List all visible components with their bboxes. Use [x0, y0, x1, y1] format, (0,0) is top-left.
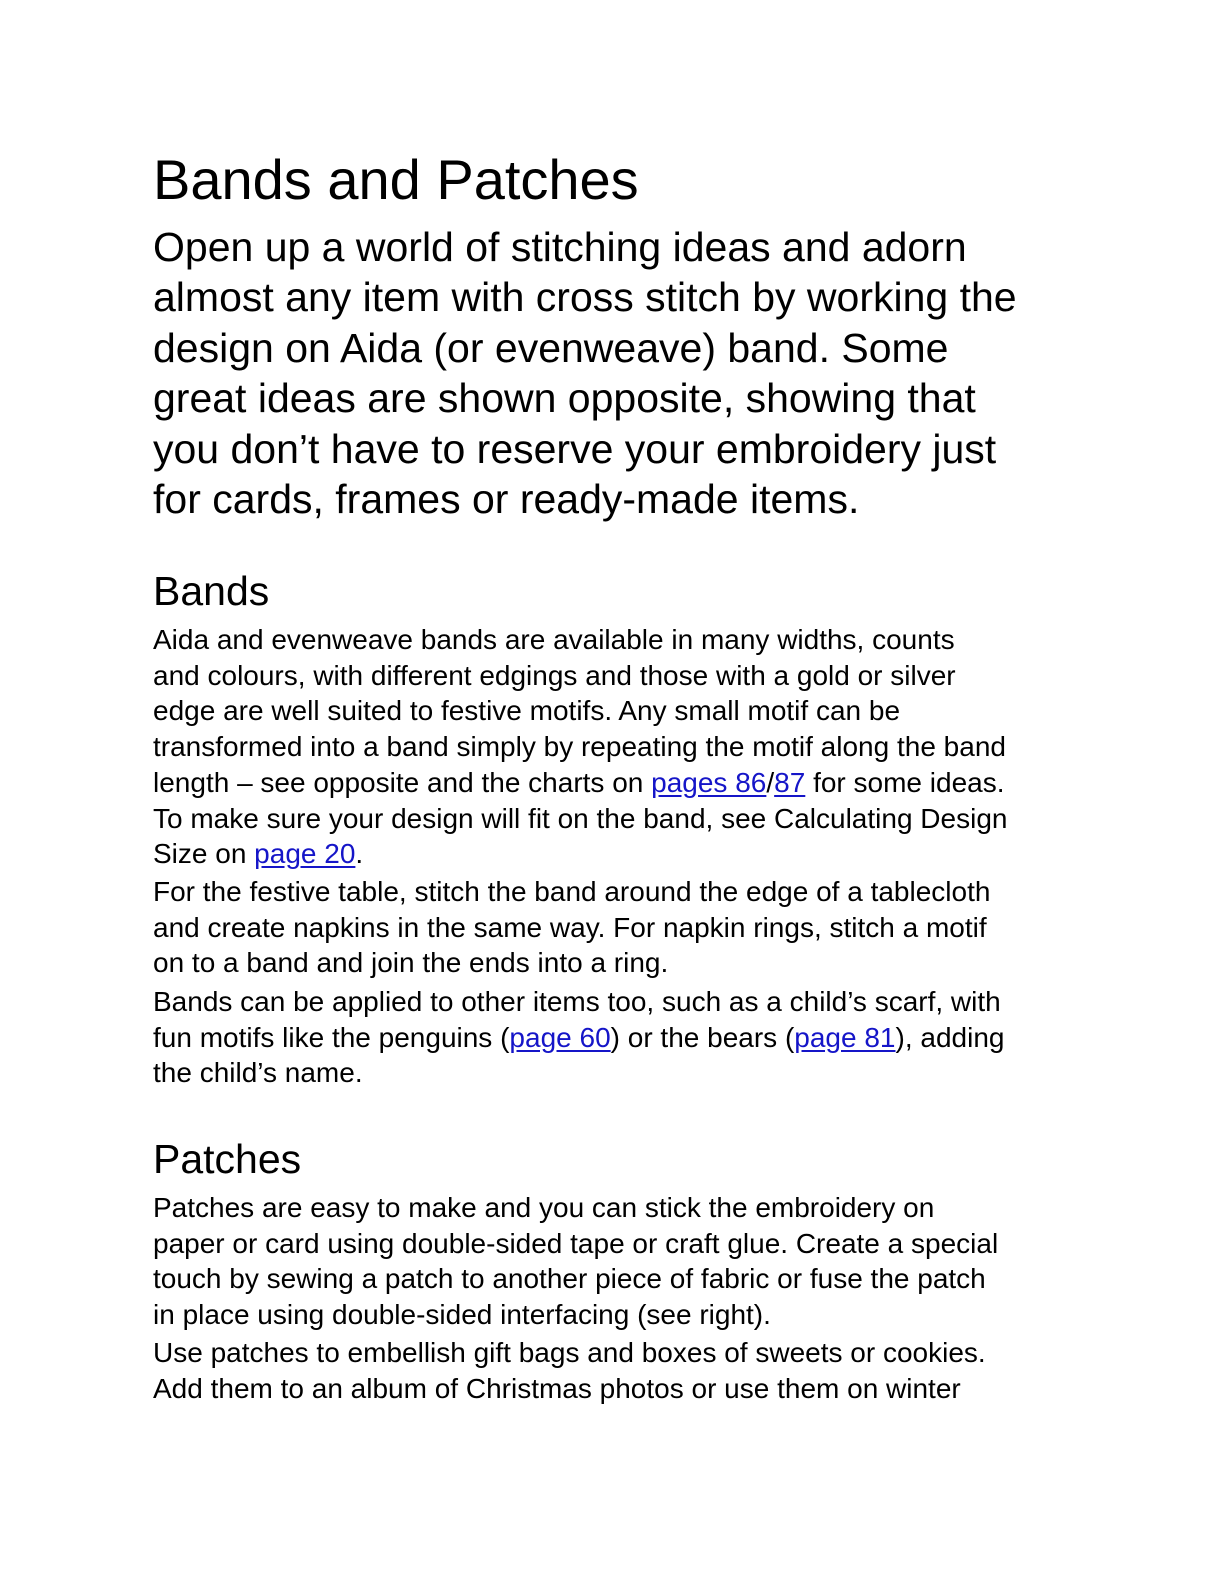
link-page-87[interactable]: 87: [774, 766, 806, 798]
text-run: .: [355, 838, 364, 870]
section-heading-patches: Patches: [153, 1136, 302, 1182]
patches-paragraph-2: [153, 1335, 986, 1406]
text-run: length – see opposite and the charts on: [153, 766, 652, 798]
text-line: touch by sewing a patch to another piece of fabric or fuse the patch: [153, 1263, 986, 1295]
text-line: on to a band and join the ends into a ring.: [153, 947, 669, 979]
patches-paragraph-1: [153, 1190, 998, 1333]
text-line: [153, 765, 1007, 801]
text-line: Add them to an album of Christmas photos or use them on winter: [153, 1372, 961, 1404]
link-pages-86[interactable]: pages 86: [651, 766, 767, 798]
text-line: paper or card using double-sided tape or craft glue. Create a special: [153, 1227, 999, 1259]
text-run: ), adding: [895, 1021, 1005, 1053]
section-heading-bands: Bands: [153, 568, 270, 614]
bands-paragraph-2: [153, 874, 990, 981]
text-line: For the festive table, stitch the band around the edge of a tablecloth: [153, 876, 991, 907]
text-line: [153, 1020, 1004, 1056]
intro-line: design on Aida (or evenweave) band. Some: [153, 324, 949, 371]
text-line: and colours, with different edgings and those with a gold or silver: [153, 659, 956, 691]
text-line: Aida and evenweave bands are available in many widths, counts: [153, 624, 955, 655]
page-title: Bands and Patches: [153, 148, 639, 211]
intro-line: great ideas are shown opposite, showing that: [153, 375, 976, 422]
text-line: in place using double-sided interfacing (see right).: [153, 1299, 771, 1331]
intro-line: for cards, frames or ready-made items.: [153, 476, 860, 523]
text-run: ) or the bears (: [610, 1021, 795, 1053]
text-line: Patches are easy to make and you can stick the embroidery on: [153, 1192, 935, 1223]
text-run: for some ideas.: [805, 766, 1005, 798]
text-line: and create napkins in the same way. For napkin rings, stitch a motif: [153, 911, 987, 943]
link-page-60[interactable]: page 60: [509, 1021, 611, 1053]
text-line: edge are well suited to festive motifs. Any small motif can be: [153, 695, 901, 727]
bands-paragraph-3: [153, 984, 1004, 1091]
intro-line: almost any item with cross stitch by working the: [153, 274, 1017, 321]
text-line: transformed into a band simply by repeating the motif along the band: [153, 731, 1006, 763]
link-page-20[interactable]: page 20: [254, 838, 356, 870]
link-page-81[interactable]: page 81: [794, 1021, 896, 1053]
intro-line: Open up a world of stitching ideas and adorn: [153, 224, 967, 270]
text-line: Use patches to embellish gift bags and boxes of sweets or cookies.: [153, 1337, 986, 1368]
text-run: /: [766, 766, 775, 798]
intro-line: you don’t have to reserve your embroidery just: [153, 425, 997, 472]
text-line: the child’s name.: [153, 1057, 363, 1089]
text-run: fun motifs like the penguins (: [153, 1021, 510, 1053]
text-line: Bands can be applied to other items too, such as a child’s scarf, with: [153, 986, 1001, 1017]
text-run: Size on: [153, 838, 255, 870]
text-line: To make sure your design will fit on the band, see Calculating Design: [153, 802, 1008, 834]
bands-paragraph-1: [153, 622, 1007, 872]
text-line: [153, 836, 1007, 872]
intro-paragraph: [153, 222, 1083, 524]
